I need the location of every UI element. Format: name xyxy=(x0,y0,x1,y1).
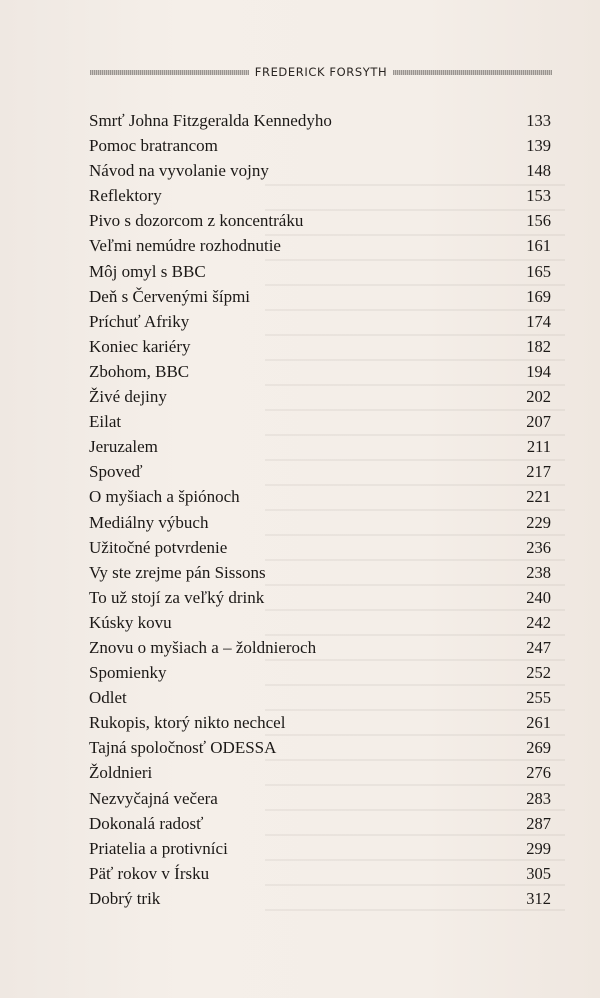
toc-entry-title: Žoldnieri xyxy=(89,763,153,783)
toc-entry-page-number: 247 xyxy=(526,637,551,657)
toc-entry-title: Užitočné potvrdenie xyxy=(89,537,228,557)
table-of-contents xyxy=(89,108,551,911)
toc-entry-page-number: 207 xyxy=(526,412,551,432)
toc-entry-page-number: 242 xyxy=(526,612,551,632)
toc-entry xyxy=(89,610,551,635)
toc-entry-page-number: 240 xyxy=(526,587,551,607)
toc-entry-page-number: 217 xyxy=(526,462,551,482)
toc-entry-page-number: 238 xyxy=(526,562,551,582)
toc-entry xyxy=(89,786,551,811)
toc-entry-page-number: 148 xyxy=(526,161,551,181)
toc-entry-page-number: 287 xyxy=(526,813,551,833)
toc-entry-page-number: 255 xyxy=(526,688,551,708)
toc-entry-title: Zbohom, BBC xyxy=(89,361,190,381)
toc-entry xyxy=(89,309,551,334)
toc-entry-title: Spoveď xyxy=(89,462,143,482)
toc-entry-title: To už stojí za veľký drink xyxy=(89,587,265,607)
toc-entry-title: Znovu o myšiach a – žoldnieroch xyxy=(89,637,317,657)
toc-entry xyxy=(89,760,551,785)
toc-entry-title: Nezvyčajná večera xyxy=(89,788,218,808)
toc-entry-page-number: 269 xyxy=(526,738,551,758)
toc-entry-page-number: 236 xyxy=(526,537,551,557)
toc-entry-title: Dokonalá radosť xyxy=(89,813,204,833)
toc-entry-title: Návod na vyvolanie vojny xyxy=(89,161,269,181)
toc-entry-title: Spomienky xyxy=(89,663,167,683)
toc-entry-page-number: 312 xyxy=(526,888,551,908)
toc-entry-page-number: 211 xyxy=(526,437,551,457)
toc-entry xyxy=(89,886,551,911)
toc-entry-title: Reflektory xyxy=(89,186,162,206)
toc-entry xyxy=(89,334,551,359)
toc-entry xyxy=(89,284,551,309)
toc-entry-title: Deň s Červenými šípmi xyxy=(89,286,251,306)
toc-entry-page-number: 139 xyxy=(526,136,551,156)
toc-entry xyxy=(89,861,551,886)
toc-entry-title: Tajná spoločnosť ODESSA xyxy=(89,738,277,758)
toc-entry-page-number: 161 xyxy=(526,236,551,256)
toc-entry-page-number: 182 xyxy=(526,336,551,356)
toc-entry xyxy=(89,635,551,660)
toc-entry xyxy=(89,359,551,384)
toc-entry xyxy=(89,384,551,409)
toc-entry-page-number: 283 xyxy=(526,788,551,808)
toc-entry xyxy=(89,259,551,284)
toc-entry xyxy=(89,208,551,233)
toc-entry xyxy=(89,585,551,610)
toc-entry-title: Dobrý trik xyxy=(89,888,161,908)
toc-entry xyxy=(89,685,551,710)
toc-entry-title: Kúsky kovu xyxy=(89,612,172,632)
toc-entry-page-number: 229 xyxy=(526,512,551,532)
toc-entry-page-number: 174 xyxy=(526,311,551,331)
toc-entry-title: Koniec kariéry xyxy=(89,336,191,356)
toc-entry-page-number: 276 xyxy=(526,763,551,783)
toc-entry-title: Veľmi nemúdre rozhodnutie xyxy=(89,236,281,256)
toc-entry-page-number: 156 xyxy=(526,211,551,231)
toc-entry-title: Päť rokov v Írsku xyxy=(89,863,210,883)
toc-entry xyxy=(89,183,551,208)
toc-entry-page-number: 261 xyxy=(526,713,551,733)
toc-entry-title: Odlet xyxy=(89,688,127,708)
header-rule-left xyxy=(90,70,249,75)
toc-entry-title: Smrť Johna Fitzgeralda Kennedyho xyxy=(89,111,332,130)
toc-entry-page-number: 153 xyxy=(526,186,551,206)
toc-entry xyxy=(89,459,551,484)
toc-entry-page-number: 221 xyxy=(526,487,551,507)
toc-entry xyxy=(89,660,551,685)
toc-entry xyxy=(89,133,551,158)
author-name: FREDERICK FORSYTH xyxy=(254,65,388,79)
toc-entry-title: Príchuť Afriky xyxy=(89,311,190,331)
toc-entry-title: Jeruzalem xyxy=(89,437,158,457)
toc-entry-title: Eilat xyxy=(89,412,122,432)
toc-entry xyxy=(89,434,551,459)
toc-entry xyxy=(89,560,551,585)
toc-entry-page-number: 165 xyxy=(526,261,551,281)
toc-entry-title: Živé dejiny xyxy=(89,387,167,407)
header-rule-right xyxy=(393,70,552,75)
toc-entry-page-number: 133 xyxy=(526,111,551,130)
toc-entry xyxy=(89,158,551,183)
toc-entry xyxy=(89,510,551,535)
toc-entry-title: Priatelia a protivníci xyxy=(89,838,228,858)
toc-entry xyxy=(89,484,551,509)
toc-entry-page-number: 202 xyxy=(526,387,551,407)
toc-entry-page-number: 305 xyxy=(526,863,551,883)
toc-entry xyxy=(89,409,551,434)
toc-entry xyxy=(89,535,551,560)
toc-entry xyxy=(89,836,551,861)
toc-entry-title: Pivo s dozorcom z koncentráku xyxy=(89,211,304,231)
toc-entry-title: Mediálny výbuch xyxy=(89,512,209,532)
toc-entry-page-number: 252 xyxy=(526,663,551,683)
toc-entry xyxy=(89,735,551,760)
toc-entry-page-number: 299 xyxy=(526,838,551,858)
toc-entry-title: Rukopis, ktorý nikto nechcel xyxy=(89,713,286,733)
toc-entry-title: Môj omyl s BBC xyxy=(89,261,206,281)
toc-entry xyxy=(89,108,551,133)
toc-entry-title: Pomoc bratrancom xyxy=(89,136,218,156)
toc-entry-page-number: 194 xyxy=(526,361,551,381)
toc-entry-page-number: 169 xyxy=(526,286,551,306)
toc-entry-title: Vy ste zrejme pán Sissons xyxy=(89,562,266,582)
toc-entry-title: O myšiach a špiónoch xyxy=(89,487,240,507)
toc-entry xyxy=(89,710,551,735)
toc-entry xyxy=(89,233,551,258)
toc-entry xyxy=(89,811,551,836)
running-header xyxy=(90,64,552,80)
